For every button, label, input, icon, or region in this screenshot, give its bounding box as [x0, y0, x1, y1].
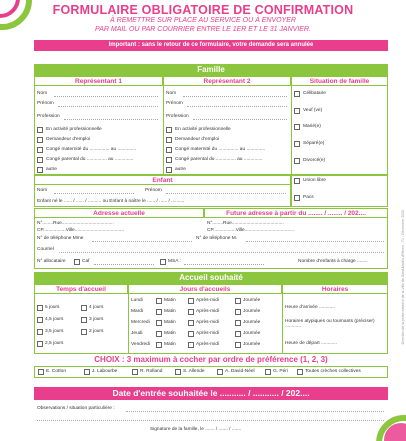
- creche-allende-checkbox[interactable]: [175, 369, 181, 375]
- temps-heading: Temps d'accueil: [34, 284, 128, 294]
- creche-cotton-label: E. Cotton: [46, 369, 66, 374]
- form-subtitle-line-2: PAR MAIL OU PAR COURRIER ENTRE LE 1ER ET LE 31 JANVIER.: [95, 26, 311, 33]
- creche-labourbe-checkbox[interactable]: [84, 369, 90, 375]
- enfant-prenom-label: Prénom: [145, 188, 162, 193]
- enfant-nom-field[interactable]: [54, 193, 134, 194]
- jeudi-apresmidi-checkbox[interactable]: [188, 331, 194, 337]
- form-title: FORMULAIRE OBLIGATOIRE DE CONFIRMATION: [52, 3, 354, 17]
- enfant-prenom-field[interactable]: [166, 193, 286, 194]
- column-divider: [291, 76, 292, 175]
- jeudi-journee-checkbox[interactable]: [235, 331, 241, 337]
- observations-label: Observations / situation particulière :: [37, 406, 115, 411]
- tel-mme-field[interactable]: [92, 241, 192, 242]
- tel-mme-label: N° de téléphone Mme: [37, 236, 84, 241]
- msa-field[interactable]: [184, 264, 264, 265]
- creche-cotton-checkbox[interactable]: [38, 369, 44, 375]
- mercredi-journee-checkbox[interactable]: [235, 320, 241, 326]
- rep1-maternite-label: Congé maternité du ............... au ..............: [46, 147, 137, 152]
- slot-matin-label: Matin: [164, 309, 176, 314]
- creche-rolland-label: R. Rolland: [140, 369, 163, 374]
- allocataire-field[interactable]: [94, 264, 154, 265]
- column-divider: [128, 284, 129, 354]
- slot-apresmidi-label: Après-midi: [196, 342, 219, 347]
- rep2-prenom-label: Prénom: [166, 101, 183, 106]
- mardi-journee-checkbox[interactable]: [235, 309, 241, 315]
- creche-david-neel-label: A. David-Néel: [225, 369, 255, 374]
- mardi-apresmidi-checkbox[interactable]: [188, 309, 194, 315]
- enfant-ne-le: Enfant né le ...... / ...... / .......... ou Enfant à naître le ...... / ...... / ..........: [37, 199, 185, 204]
- creche-allende-label: S. Allende: [183, 369, 205, 374]
- creche-david-neel-checkbox[interactable]: [217, 369, 223, 375]
- accueil-heading: Accueil souhaité: [34, 272, 388, 284]
- rep1-demandeur-checkbox[interactable]: [37, 137, 43, 143]
- rep2-parental-label: Congé parental du ............... au ..............: [175, 157, 263, 162]
- jeudi-matin-checkbox[interactable]: [156, 331, 162, 337]
- slot-apresmidi-label: Après-midi: [196, 298, 219, 303]
- creche-rolland-checkbox[interactable]: [132, 369, 138, 375]
- rep1-activite-label: En activité professionnelle: [46, 127, 102, 132]
- heure-depart-field[interactable]: Heure de départ ............: [285, 341, 337, 346]
- veuf-checkbox[interactable]: [294, 108, 300, 114]
- future-cp-field[interactable]: CP.................Ville.....................................: [207, 228, 294, 233]
- enfant-nom-label: Nom: [37, 188, 48, 193]
- rep2-nom-label: Nom: [166, 91, 177, 96]
- divorce-label: Divorcé(e): [303, 158, 326, 163]
- temps-4j-checkbox[interactable]: [81, 305, 87, 311]
- adresse-rue-field[interactable]: N°........Rue.......................................: [37, 221, 114, 226]
- temps-4j-label: 4 jours: [89, 305, 104, 310]
- temps-2-5j-label: 2,5 jours: [45, 341, 64, 346]
- lundi-journee-checkbox[interactable]: [235, 298, 241, 304]
- temps-5j-label: 5 jours: [45, 305, 60, 310]
- rep2-profession-label: Profession: [166, 114, 189, 119]
- rep1-prenom-field[interactable]: [58, 106, 158, 107]
- lundi-apresmidi-checkbox[interactable]: [188, 298, 194, 304]
- slot-journee-label: Journée: [243, 342, 261, 347]
- rep2-autre-checkbox[interactable]: [166, 167, 172, 173]
- rep1-activite-checkbox[interactable]: [37, 127, 43, 133]
- slot-matin-label: Matin: [164, 298, 176, 303]
- rep1-maternite-checkbox[interactable]: [37, 147, 43, 153]
- rep2-maternite-checkbox[interactable]: [166, 147, 172, 153]
- column-divider: [163, 76, 164, 175]
- creche-peri-checkbox[interactable]: [265, 369, 271, 375]
- slot-matin-label: Matin: [164, 342, 176, 347]
- observations-field[interactable]: [126, 411, 384, 412]
- jours-heading: Jours d'accueils: [128, 284, 282, 294]
- slot-matin-label: Matin: [164, 320, 176, 325]
- nb-enfants-label: Nombre d'enfants à charge ........: [298, 259, 368, 264]
- day-mardi: Mardi: [131, 309, 143, 314]
- rep2-nom-field[interactable]: [183, 96, 287, 97]
- separe-checkbox[interactable]: [294, 141, 300, 147]
- msa-label: MSA :: [168, 259, 181, 264]
- divorce-checkbox[interactable]: [294, 158, 300, 164]
- heure-arrivee-field[interactable]: Heure d'arrivée ............: [285, 305, 335, 310]
- rep1-demandeur-label: Demandeur d'emploi: [46, 137, 91, 142]
- temps-2j-checkbox[interactable]: [81, 329, 87, 335]
- temps-2j-label: 2 jours: [89, 329, 104, 334]
- rep1-parental-checkbox[interactable]: [37, 157, 43, 163]
- observations-field-line2[interactable]: [37, 420, 384, 421]
- day-jeudi: Jeudi: [131, 331, 143, 336]
- day-vendredi: Vendredi: [131, 342, 150, 347]
- mercredi-matin-checkbox[interactable]: [156, 320, 162, 326]
- choix-heading: CHOIX : 3 maximum à cocher par ordre de préférence (1, 2, 3): [94, 355, 328, 364]
- rep1-profession-field[interactable]: [64, 119, 158, 120]
- situation-heading: Situation de famille: [291, 76, 388, 86]
- celibataire-label: Célibataire: [303, 91, 326, 96]
- rep1-profession-label: Profession: [37, 114, 60, 119]
- slot-apresmidi-label: Après-midi: [196, 309, 219, 314]
- adresse-actuelle-heading: Adresse actuelle: [34, 208, 204, 218]
- important-notice: Important : sans le retour de ce formulaire, votre demande sera annulée: [34, 40, 388, 51]
- future-adresse-heading: Future adresse à partir du ........ / ........ / 202....: [204, 208, 388, 218]
- slot-journee-label: Journée: [243, 331, 261, 336]
- day-mercredi: Mercredi: [131, 320, 150, 325]
- rep2-parental-checkbox[interactable]: [166, 157, 172, 163]
- date-entree-bar: Date d'entrée souhaitée le ........... / ........... / 202....: [34, 387, 388, 400]
- rep1-nom-label: Nom: [37, 91, 48, 96]
- vendredi-journee-checkbox[interactable]: [235, 342, 241, 348]
- horaires-heading: Horaires: [282, 284, 388, 294]
- signature-label: Signature de la famille, le ....... / ....... / .......: [150, 427, 242, 432]
- marie-label: Marié(e): [303, 124, 321, 129]
- mercredi-apresmidi-checkbox[interactable]: [188, 320, 194, 326]
- pacs-label: Pacs: [303, 195, 314, 200]
- creche-toutes-checkbox[interactable]: [297, 369, 303, 375]
- side-credit: Direction de la petite enfance de la Ville de Saint-Martin-d'Hères - T1 - Décembre 2022: [401, 210, 405, 345]
- temps-2-5j-checkbox[interactable]: [37, 341, 43, 347]
- temps-4-5j-label: 4,5 jours: [45, 317, 64, 322]
- rep2-prenom-field[interactable]: [187, 106, 287, 107]
- separe-label: Séparé(e): [303, 141, 325, 146]
- rep2-heading: Représentant 2: [163, 76, 291, 86]
- tel-m-label: N° de téléphone M.: [196, 236, 238, 241]
- union-libre-checkbox[interactable]: [294, 178, 300, 184]
- rep2-demandeur-label: Demandeur d'emploi: [175, 137, 220, 142]
- day-lundi: Lundi: [131, 298, 143, 303]
- rep2-activite-label: En activité professionnelle: [175, 127, 231, 132]
- courriel-label: Courriel: [37, 247, 54, 252]
- caf-label: Caf: [82, 259, 90, 264]
- rep1-parental-label: Congé parental du ............... au ..............: [46, 157, 134, 162]
- horaires-atypiques-field[interactable]: Horaires atypiques ou tournants (préciser) ............: [285, 319, 375, 329]
- mardi-matin-checkbox[interactable]: [156, 309, 162, 315]
- temps-4-5j-checkbox[interactable]: [37, 317, 43, 323]
- temps-3j-checkbox[interactable]: [81, 317, 87, 323]
- rep1-heading: Représentant 1: [34, 76, 163, 86]
- temps-3-5j-label: 3,5 jours: [45, 329, 64, 334]
- vendredi-apresmidi-checkbox[interactable]: [188, 342, 194, 348]
- celibataire-checkbox[interactable]: [294, 91, 300, 97]
- rep2-autre-label: autre: [175, 167, 186, 172]
- creche-peri-label: G. Péri: [273, 369, 288, 374]
- slot-apresmidi-label: Après-midi: [196, 331, 219, 336]
- column-divider: [282, 284, 283, 354]
- rep1-autre-label: autre: [46, 167, 57, 172]
- creche-labourbe-label: J. Labourbe: [92, 369, 118, 374]
- vendredi-matin-checkbox[interactable]: [156, 342, 162, 348]
- rep1-prenom-label: Prénom: [37, 101, 54, 106]
- rep2-activite-checkbox[interactable]: [166, 127, 172, 133]
- adresse-cp-field[interactable]: CP.................Ville.....................................: [37, 228, 124, 233]
- slot-journee-label: Journée: [243, 298, 261, 303]
- rep2-maternite-label: Congé maternité du ............... au ..............: [175, 147, 266, 152]
- future-rue-field[interactable]: N°........Rue.......................................: [207, 221, 284, 226]
- allocataire-label: N° allocataire: [37, 259, 66, 264]
- rep1-nom-field[interactable]: [54, 96, 158, 97]
- rep2-demandeur-checkbox[interactable]: [166, 137, 172, 143]
- temps-3-5j-checkbox[interactable]: [37, 329, 43, 335]
- slot-journee-label: Journée: [243, 309, 261, 314]
- lundi-matin-checkbox[interactable]: [156, 298, 162, 304]
- pacs-checkbox[interactable]: [294, 195, 300, 201]
- tel-m-field[interactable]: [246, 241, 384, 242]
- enfant-heading: Enfant: [34, 175, 291, 185]
- creche-toutes-label: Toutes crèches collectives: [305, 369, 361, 374]
- temps-3j-label: 3 jours: [89, 317, 104, 322]
- rep1-autre-checkbox[interactable]: [37, 167, 43, 173]
- marie-checkbox[interactable]: [294, 124, 300, 130]
- slot-journee-label: Journée: [243, 320, 261, 325]
- famille-heading: Famille: [34, 64, 388, 76]
- temps-5j-checkbox[interactable]: [37, 305, 43, 311]
- caf-checkbox[interactable]: [74, 259, 80, 265]
- form-subtitle-line-1: À REMETTRE SUR PLACE AU SERVICE OU À ENVOYER: [110, 17, 296, 24]
- courriel-field[interactable]: [59, 252, 384, 253]
- slot-matin-label: Matin: [164, 331, 176, 336]
- veuf-label: Veuf (ve): [303, 108, 323, 113]
- union-libre-label: Union libre: [303, 178, 326, 183]
- rep2-profession-field[interactable]: [193, 119, 287, 120]
- slot-apresmidi-label: Après-midi: [196, 320, 219, 325]
- msa-checkbox[interactable]: [160, 259, 166, 265]
